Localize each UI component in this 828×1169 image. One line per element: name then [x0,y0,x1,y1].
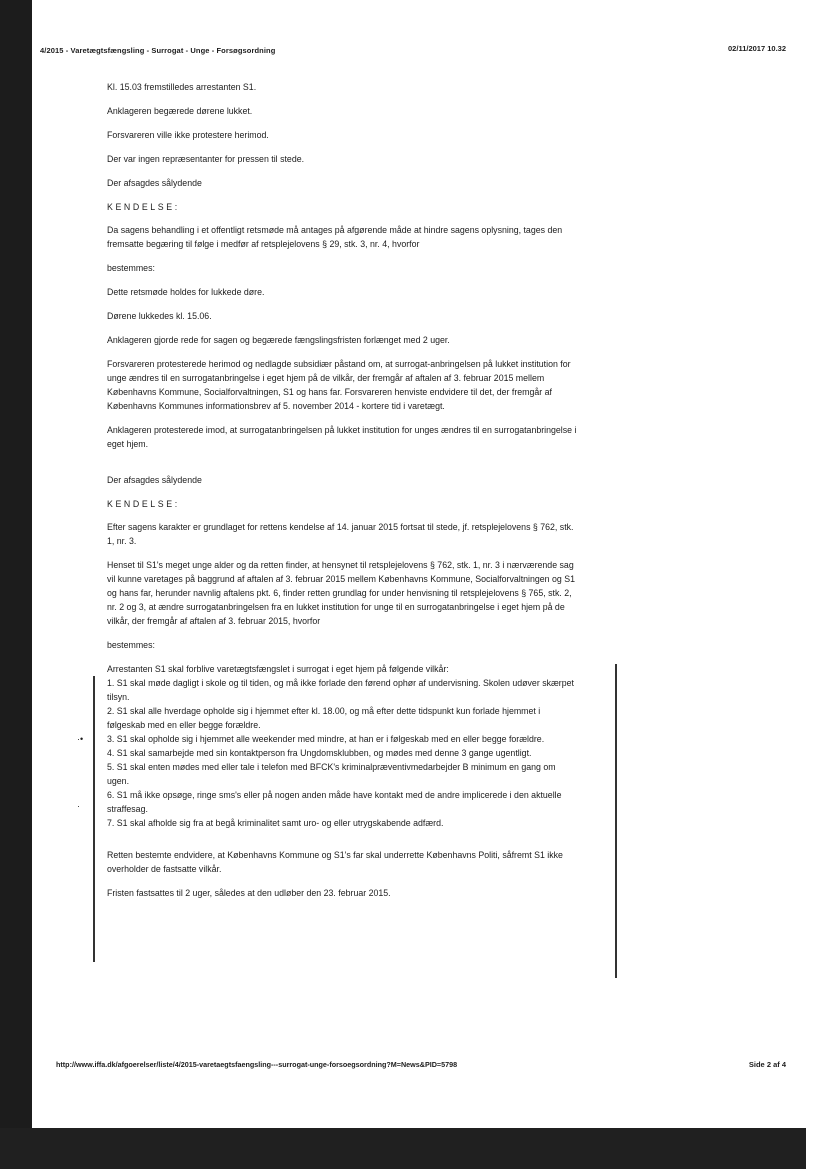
scan-border-left [0,0,32,1169]
paragraph: Der var ingen repræsentanter for pressen til stede. [107,154,305,164]
condition-item: 5. S1 skal enten mødes med eller tale i telefon med BFCK's kriminalpræventivmedarbejder B minimum en gang om ugen. [107,762,556,786]
paragraph: Anklageren protesterede imod, at surrogatanbringelsen på lukket institution for unges ændres til en surrogatanbringelse i eget hjem. [107,425,577,449]
condition-item: 7. S1 skal afholde sig fra at begå kriminalitet samt uro- og eller utrygskabende adfærd. [107,818,444,828]
page-number: Side 2 af 4 [748,1060,786,1069]
footer-url-link[interactable]: http://www.iffa.dk/afgoerelser/liste/4/2015-varetaegtsfaengsling---surrogat-unge-forsoegsordning?M=News&PID=5798 [56,1060,458,1069]
document-header-timestamp: 02/11/2017 10.32 [728,44,786,53]
paragraph: Dørene lukkedes kl. 15.06. [107,311,212,321]
condition-item: 1. S1 skal møde dagligt i skole og til tiden, og må ikke forlade den førend ophør af undervisning. Skolen udøver skærpet tilsyn. [107,678,574,702]
paragraph: Der afsagdes sålydende [107,475,202,485]
paragraph: Forsvareren ville ikke protestere herimod. [107,130,269,140]
condition-item: 6. S1 må ikke opsøge, ringe sms's eller på nogen anden måde have kontakt med de andre implicerede i den aktuelle straffesag. [107,790,562,814]
paragraph: Anklageren begærede dørene lukket. [107,106,253,116]
paragraph: Retten bestemte endvidere, at Københavns Kommune og S1's far skal underrette Københavns Politi, såfremt S1 ikke overholder de fastsatte vilkår. [107,850,563,874]
paragraph: Forsvareren protesterede herimod og nedlagde subsidiær påstand om, at surrogat-anbringelsen på lukket institution for unge ændres til en surrogatanbringelse i eget hjem på de vilkår, der fremgår af aftalen af 3. februar 2015 mellem Københavns Kommune, Socialforvaltningen, S1 og hans far. Forsvareren henviste endvidere til det, der fremgår af Københavns Kommunes informationsbrev af 5. november 2014 - kortere tid i varetægt. [107,359,571,411]
ruling-heading: KENDELSE: [107,499,180,509]
paragraph: bestemmes: [107,640,155,650]
paragraph: Kl. 15.03 fremstilledes arrestanten S1. [107,82,257,92]
margin-mark-right [615,664,617,978]
scan-border-bottom [0,1128,806,1169]
margin-dot: · [77,801,80,811]
paragraph: Efter sagens karakter er grundlaget for rettens kendelse af 14. januar 2015 fortsat til stede, jf. retsplejelovens § 762, stk. 1, nr. 3. [107,522,574,546]
margin-dot: ·• [77,734,84,744]
conditions-intro: Arrestanten S1 skal forblive varetægtsfængslet i surrogat i eget hjem på følgende vilkår: [107,664,449,674]
paragraph: Der afsagdes sålydende [107,178,202,188]
paragraph: Henset til S1's meget unge alder og da retten finder, at hensynet til retsplejelovens § 762, stk. 1, nr. 3 i nærværende sag vil kunne varetages på baggrund af aftalen af 3. februar 2015 mellem Københavns Kommune, Socialforvaltningen og S1 og hans far, herunder navnlig aftalens pkt. 6, finder retten grundlag for under henvisning til retsplejelovens § 765, stk. 2, nr. 2 og 3, at ændre surrogatanbringelsen fra en lukket institution for unge til en surrogatanbringelse i eget hjem på de vilkår, der fremgår af aftalen af 3. februar 2015, hvorfor [107,560,575,626]
document-body [77,80,577,910]
ruling-heading: KENDELSE: [107,202,180,212]
condition-item: 2. S1 skal alle hverdage opholde sig i hjemmet efter kl. 18.00, og må efter dette tidspunkt kun forlade hjemmet i følgeskab med en eller begge forældre. [107,706,541,730]
conditions-block [77,662,577,876]
scan-corner [806,1128,828,1169]
paragraph: Fristen fastsattes til 2 uger, således at den udløber den 23. februar 2015. [107,888,391,898]
paragraph: Anklageren gjorde rede for sagen og begærede fængslingsfristen forlænget med 2 uger. [107,335,450,345]
paragraph: bestemmes: [107,263,155,273]
document-header-title: 4/2015 - Varetægtsfængsling - Surrogat - Unge - Forsøgsordning [40,46,276,55]
margin-mark-left [93,676,95,962]
paragraph: Dette retsmøde holdes for lukkede døre. [107,287,265,297]
paragraph: Da sagens behandling i et offentligt retsmøde må antages på afgørende måde at hindre sagens oplysning, tages den fremsatte begæring til følge i medfør af retsplejelovens § 29, stk. 3, nr. 4, hvorfor [107,225,563,249]
condition-item: 3. S1 skal opholde sig i hjemmet alle weekender med mindre, at han er i følgeskab med en eller begge forældre. [107,734,545,744]
condition-item: 4. S1 skal samarbejde med sin kontaktperson fra Ungdomsklubben, og mødes med denne 3 gange ugentligt. [107,748,532,758]
